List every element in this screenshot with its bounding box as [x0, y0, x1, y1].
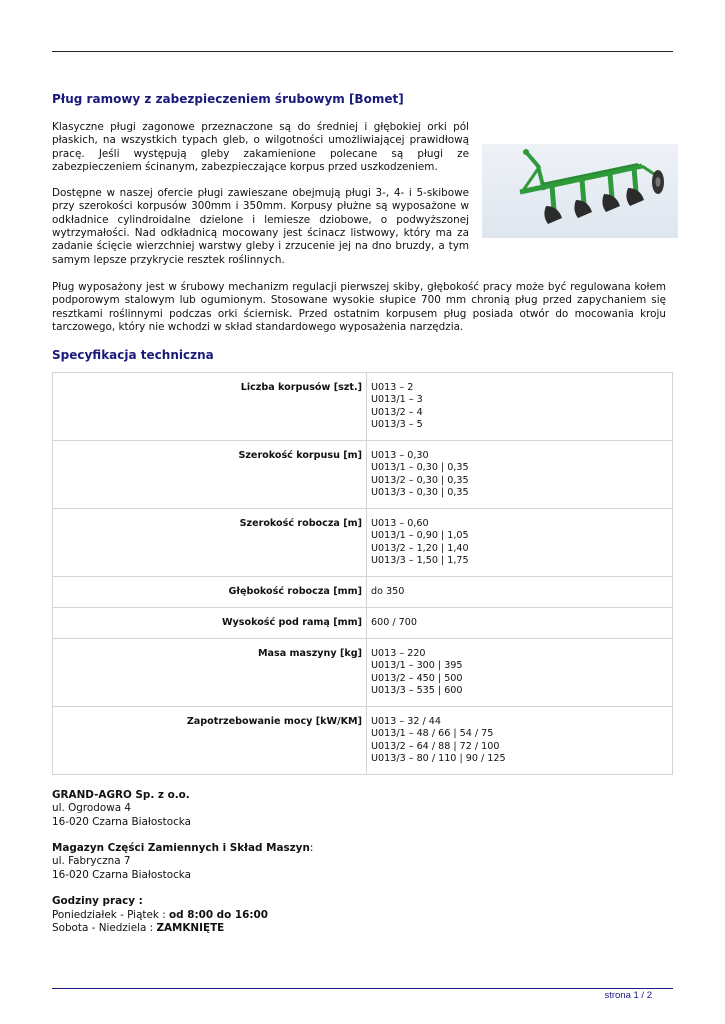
warehouse-colon: : — [309, 842, 314, 855]
spec-value-line: U013/3 – 535 | 600 — [371, 684, 463, 696]
company-name: GRAND-AGRO Sp. z o.o. — [52, 789, 190, 801]
spec-value-line: U013 – 32 / 44 — [371, 716, 441, 727]
spec-value — [367, 373, 673, 441]
spec-value-line: U013/2 – 1,20 | 1,40 — [371, 542, 469, 554]
spec-value-line: U013 – 0,60 — [371, 518, 429, 529]
spec-value-line: 600 / 700 — [371, 617, 417, 628]
warehouse-address — [52, 842, 452, 882]
spec-value-line: U013/3 – 0,30 | 0,35 — [371, 486, 469, 498]
spec-value-line: U013/3 – 1,50 | 1,75 — [371, 554, 469, 566]
top-divider — [52, 51, 673, 52]
weekday-label: Poniedziałek - Piątek : — [52, 908, 170, 921]
plough-image — [482, 144, 678, 238]
spec-label: Masa maszyny [kg] — [53, 639, 367, 707]
spec-value — [367, 639, 673, 707]
spec-table — [52, 372, 673, 775]
spec-label: Głębokość robocza [mm] — [53, 577, 367, 608]
spec-value — [367, 577, 673, 608]
spec-label: Wysokość pod ramą [mm] — [53, 608, 367, 639]
intro-text — [52, 121, 469, 280]
opening-hours — [52, 895, 452, 935]
spec-value-line: U013/3 – 80 / 110 | 90 / 125 — [371, 752, 506, 764]
warehouse-street: ul. Fabryczna 7 — [52, 855, 131, 868]
table-row — [53, 639, 673, 707]
spec-value-line: U013/1 – 3 — [371, 394, 423, 406]
spec-value-line: U013/3 – 5 — [371, 418, 423, 430]
spec-value-line: U013 – 220 — [371, 648, 426, 659]
table-row — [53, 441, 673, 509]
spec-value-line: U013/2 – 0,30 | 0,35 — [371, 474, 469, 486]
spec-value-line: do 350 — [371, 586, 405, 597]
page-number: strona 1 / 2 — [604, 990, 652, 1001]
spec-value-line: U013/2 – 4 — [371, 406, 423, 418]
table-row — [53, 608, 673, 639]
spec-value-line: U013/1 – 0,90 | 1,05 — [371, 530, 469, 542]
table-row — [53, 577, 673, 608]
spec-value-line: U013 – 2 — [371, 382, 414, 393]
warehouse-city: 16-020 Czarna Białostocka — [52, 868, 191, 881]
spec-value — [367, 509, 673, 577]
company-street: ul. Ogrodowa 4 — [52, 802, 131, 815]
table-row — [53, 509, 673, 577]
spec-value — [367, 608, 673, 639]
table-row — [53, 707, 673, 775]
spec-value-line: U013/1 – 300 | 395 — [371, 660, 463, 672]
spec-heading: Specyfikacja techniczna — [52, 348, 214, 362]
weekend-hours: ZAMKNIĘTE — [156, 921, 225, 934]
hours-title: Godziny pracy : — [52, 895, 143, 908]
spec-value-line: U013/2 – 64 / 88 | 72 / 100 — [371, 740, 500, 752]
spec-value-line: U013/1 – 0,30 | 0,35 — [371, 462, 469, 474]
spec-label: Szerokość korpusu [m] — [53, 441, 367, 509]
spec-label: Szerokość robocza [m] — [53, 509, 367, 577]
intro-paragraph-1: Klasyczne pługi zagonowe przeznaczone są do średniej i głębokiej orki pól płaskich, na wszystkich typach gleb, o wilgotności umożliwiającej prawidłową pracę. Jeśli występują gleby zakamienione polecane są pługi ze zabezpieczeniem ścinanym, zabezpieczające korpus przed uszkodzeniem. — [52, 121, 469, 173]
spec-value — [367, 707, 673, 775]
page-title: Pług ramowy z zabezpieczeniem śrubowym [Bomet] — [52, 92, 404, 106]
spec-label: Zapotrzebowanie mocy [kW/KM] — [53, 707, 367, 775]
bottom-divider — [52, 988, 673, 989]
warehouse-name: Magazyn Części Zamiennych i Skład Maszyn — [52, 842, 310, 855]
company-address — [52, 789, 452, 829]
contact-info — [52, 789, 452, 949]
company-city: 16-020 Czarna Białostocka — [52, 815, 191, 828]
intro-paragraph-2: Dostępne w naszej ofercie pługi zawieszane obejmują pługi 3-, 4- i 5-skibowe przy szerokości korpusów 300mm i 350mm. Korpusy płużne są wyposażone w odkładnice cylindroidalne dzielone i lemiesze dziobowe, o podwyższonej wytrzymałości. Nad odkładnicą mocowany jest ścinacz listwowy, który ma za zadanie ścięcie wierzchniej warstwy gleby i zrzucenie jej na dno bruzdy, a tym samym lepsze przykrycie resztek roślinnych. — [52, 187, 469, 266]
table-row — [53, 373, 673, 441]
spec-value-line: U013/1 – 48 / 66 | 54 / 75 — [371, 728, 494, 740]
weekend-label: Sobota - Niedziela : — [52, 921, 157, 934]
weekday-hours: od 8:00 do 16:00 — [169, 908, 268, 921]
spec-value — [367, 441, 673, 509]
description-paragraph: Pług wyposażony jest w śrubowy mechanizm regulacji pierwszej skiby, głębokość pracy może być regulowana kołem podporowym stalowym lub ogumionym. Stosowane wysokie słupice 700 mm chronią pług przed zapychaniem się resztkami roślinnymi podczas orki ściernisk. Przed ostatnim korpusem pług posiada otwór do mocowania kroju tarczowego, który nie wchodzi w skład standardowego wyposażenia narzędzia. — [52, 281, 666, 333]
spec-label: Liczba korpusów [szt.] — [53, 373, 367, 441]
spec-value-line: U013 – 0,30 — [371, 450, 429, 461]
spec-value-line: U013/2 – 450 | 500 — [371, 672, 463, 684]
